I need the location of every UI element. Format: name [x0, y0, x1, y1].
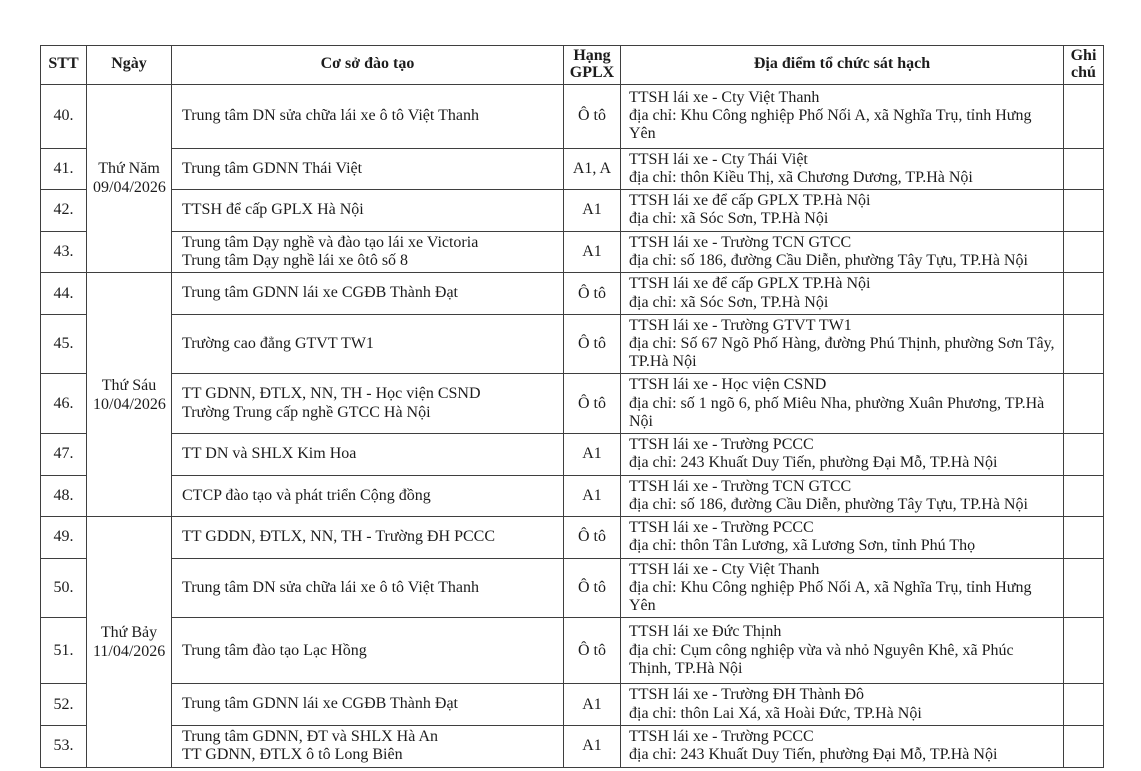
- location-name: TTSH lái xe - Trường GTVT TW1: [629, 316, 852, 334]
- cell-exam-location: [621, 231, 1064, 273]
- cell-license-class: A1: [564, 190, 621, 231]
- cell-date: [87, 84, 172, 273]
- cell-exam-location: [621, 273, 1064, 314]
- cell-license-class: A1: [564, 434, 621, 475]
- table-row: [41, 374, 1104, 434]
- location-address: địa chỉ: thôn Tân Lương, xã Lương Sơn, tỉnh Phú Thọ: [629, 537, 976, 555]
- cell-facility: [172, 231, 564, 273]
- facility-line: Trung tâm DN sửa chữa lái xe ô tô Việt Thanh: [182, 578, 479, 596]
- cell-exam-location: [621, 148, 1064, 189]
- facility-line: Trung tâm Dạy nghề và đào tạo lái xe Victoria: [182, 233, 479, 251]
- location-address: địa chỉ: số 186, đường Cầu Diễn, phường Tây Tựu, TP.Hà Nội: [629, 251, 1028, 269]
- cell-note: [1064, 684, 1104, 725]
- cell-note: [1064, 434, 1104, 475]
- cell-license-class: A1: [564, 231, 621, 273]
- location-name: TTSH lái xe - Trường PCCC: [629, 519, 814, 537]
- cell-row-number: 44.: [41, 273, 87, 314]
- table-row: [41, 148, 1104, 189]
- facility-line: CTCP đào tạo và phát triển Cộng đồng: [182, 486, 431, 504]
- cell-facility: [172, 684, 564, 725]
- cell-license-class: A1: [564, 475, 621, 516]
- cell-license-class: Ô tô: [564, 517, 621, 558]
- cell-exam-location: [621, 558, 1064, 618]
- facility-line: Trung tâm GDNN lái xe CGĐB Thành Đạt: [182, 284, 458, 302]
- facility-line: Trung tâm Dạy nghề lái xe ôtô số 8: [182, 251, 409, 269]
- table-row: [41, 231, 1104, 273]
- day-date: 11/04/2026: [93, 642, 166, 660]
- location-name: TTSH lái xe - Cty Việt Thanh: [629, 88, 820, 106]
- table-row: [41, 434, 1104, 475]
- cell-license-class: A1: [564, 725, 621, 767]
- cell-facility: [172, 558, 564, 618]
- cell-note: [1064, 314, 1104, 374]
- table-row: [41, 190, 1104, 231]
- header-exam-location: Địa điểm tổ chức sát hạch: [621, 46, 1064, 85]
- cell-exam-location: [621, 517, 1064, 558]
- location-address: địa chỉ: 243 Khuất Duy Tiến, phường Đại Mỗ, TP.Hà Nội: [629, 746, 998, 764]
- cell-facility: [172, 517, 564, 558]
- facility-line: TT GDDN, ĐTLX, NN, TH - Trường ĐH PCCC: [182, 528, 496, 546]
- facility-line: Trường cao đẳng GTVT TW1: [182, 334, 374, 352]
- cell-note: [1064, 190, 1104, 231]
- cell-exam-location: [621, 84, 1064, 148]
- cell-license-class: Ô tô: [564, 273, 621, 314]
- cell-note: [1064, 84, 1104, 148]
- table-row: [41, 475, 1104, 516]
- cell-facility: [172, 314, 564, 374]
- cell-license-class: Ô tô: [564, 84, 621, 148]
- table-row: [41, 84, 1104, 148]
- cell-facility: [172, 273, 564, 314]
- table-row: [41, 618, 1104, 684]
- header-facility: Cơ sở đào tạo: [172, 46, 564, 85]
- location-name: TTSH lái xe Đức Thịnh: [629, 623, 782, 641]
- cell-exam-location: [621, 475, 1064, 516]
- table-row: [41, 558, 1104, 618]
- cell-row-number: 49.: [41, 517, 87, 558]
- cell-facility: [172, 434, 564, 475]
- cell-facility: [172, 374, 564, 434]
- location-name: TTSH lái xe để cấp GPLX TP.Hà Nội: [629, 192, 871, 210]
- location-address: địa chỉ: xã Sóc Sơn, TP.Hà Nội: [629, 210, 829, 228]
- facility-line: Trung tâm GDNN lái xe CGĐB Thành Đạt: [182, 695, 458, 713]
- location-address: địa chỉ: xã Sóc Sơn, TP.Hà Nội: [629, 293, 829, 311]
- facility-line: TT GDNN, ĐTLX, NN, TH - Học viện CSND: [182, 385, 481, 403]
- location-address: địa chỉ: Cụm công nghiệp vừa và nhỏ Nguyên Khê, xã Phúc Thịnh, TP.Hà Nội: [629, 641, 1014, 677]
- cell-facility: [172, 618, 564, 684]
- location-address: địa chỉ: 243 Khuất Duy Tiến, phường Đại Mỗ, TP.Hà Nội: [629, 454, 998, 472]
- cell-date: [87, 273, 172, 517]
- cell-license-class: A1, A: [564, 148, 621, 189]
- cell-note: [1064, 374, 1104, 434]
- table-row: [41, 684, 1104, 725]
- cell-note: [1064, 618, 1104, 684]
- cell-note: [1064, 517, 1104, 558]
- cell-row-number: 47.: [41, 434, 87, 475]
- header-notes: Ghi chú: [1064, 46, 1104, 85]
- cell-license-class: Ô tô: [564, 374, 621, 434]
- cell-row-number: 43.: [41, 231, 87, 273]
- cell-row-number: 40.: [41, 84, 87, 148]
- cell-exam-location: [621, 374, 1064, 434]
- cell-row-number: 41.: [41, 148, 87, 189]
- cell-license-class: Ô tô: [564, 558, 621, 618]
- cell-row-number: 46.: [41, 374, 87, 434]
- facility-line: Trường Trung cấp nghề GTCC Hà Nội: [182, 403, 431, 421]
- table-row: [41, 273, 1104, 314]
- cell-row-number: 53.: [41, 725, 87, 767]
- day-name: Thứ Sáu: [101, 376, 157, 394]
- location-name: TTSH lái xe để cấp GPLX TP.Hà Nội: [629, 275, 871, 293]
- day-date: 09/04/2026: [93, 179, 166, 197]
- cell-row-number: 42.: [41, 190, 87, 231]
- facility-line: TT GDNN, ĐTLX ô tô Long Biên: [182, 746, 403, 764]
- header-license-class: Hạng GPLX: [564, 46, 621, 85]
- cell-date: [87, 517, 172, 767]
- facility-line: TT DN và SHLX Kim Hoa: [182, 445, 357, 463]
- table-row: [41, 314, 1104, 374]
- facility-line: Trung tâm GDNN, ĐT và SHLX Hà An: [182, 727, 438, 745]
- facility-line: TTSH để cấp GPLX Hà Nội: [182, 201, 364, 219]
- cell-note: [1064, 475, 1104, 516]
- cell-note: [1064, 725, 1104, 767]
- table-row: [41, 725, 1104, 767]
- cell-exam-location: [621, 725, 1064, 767]
- location-address: địa chỉ: Khu Công nghiệp Phố Nối A, xã Nghĩa Trụ, tỉnh Hưng Yên: [629, 106, 1032, 143]
- cell-facility: [172, 84, 564, 148]
- cell-license-class: A1: [564, 684, 621, 725]
- cell-row-number: 48.: [41, 475, 87, 516]
- header-stt: STT: [41, 46, 87, 85]
- cell-note: [1064, 273, 1104, 314]
- location-address: địa chỉ: thôn Kiều Thị, xã Chương Dương, TP.Hà Nội: [629, 168, 973, 186]
- cell-exam-location: [621, 190, 1064, 231]
- test-schedule-table: [40, 45, 1104, 768]
- location-address: địa chỉ: số 186, đường Cầu Diễn, phường Tây Tựu, TP.Hà Nội: [629, 495, 1028, 513]
- location-address: địa chỉ: số 1 ngõ 6, phố Miêu Nha, phường Xuân Phương, TP.Hà Nội: [629, 394, 1045, 430]
- cell-license-class: Ô tô: [564, 314, 621, 374]
- cell-note: [1064, 148, 1104, 189]
- cell-row-number: 51.: [41, 618, 87, 684]
- cell-exam-location: [621, 434, 1064, 475]
- location-name: TTSH lái xe - Trường PCCC: [629, 727, 814, 745]
- cell-exam-location: [621, 684, 1064, 725]
- location-name: TTSH lái xe - Trường ĐH Thành Đô: [629, 686, 865, 704]
- location-name: TTSH lái xe - Học viện CSND: [629, 376, 827, 394]
- cell-row-number: 45.: [41, 314, 87, 374]
- location-name: TTSH lái xe - Trường TCN GTCC: [629, 477, 852, 495]
- facility-line: Trung tâm DN sửa chữa lái xe ô tô Việt Thanh: [182, 106, 479, 124]
- cell-facility: [172, 190, 564, 231]
- cell-facility: [172, 148, 564, 189]
- day-name: Thứ Năm: [98, 160, 160, 178]
- cell-exam-location: [621, 618, 1064, 684]
- cell-row-number: 50.: [41, 558, 87, 618]
- cell-facility: [172, 725, 564, 767]
- cell-note: [1064, 231, 1104, 273]
- facility-line: Trung tâm đào tạo Lạc Hồng: [182, 641, 367, 659]
- cell-license-class: Ô tô: [564, 618, 621, 684]
- location-address: địa chỉ: thôn Lai Xá, xã Hoài Đức, TP.Hà Nội: [629, 704, 922, 722]
- location-address: địa chỉ: Khu Công nghiệp Phố Nối A, xã Nghĩa Trụ, tỉnh Hưng Yên: [629, 578, 1032, 615]
- header-date: Ngày: [87, 46, 172, 85]
- location-name: TTSH lái xe - Cty Việt Thanh: [629, 560, 820, 578]
- cell-row-number: 52.: [41, 684, 87, 725]
- cell-facility: [172, 475, 564, 516]
- header-row: [41, 46, 1104, 85]
- day-date: 10/04/2026: [93, 395, 166, 413]
- location-name: TTSH lái xe - Cty Thái Việt: [629, 150, 808, 168]
- cell-exam-location: [621, 314, 1064, 374]
- location-name: TTSH lái xe - Trường PCCC: [629, 436, 814, 454]
- location-name: TTSH lái xe - Trường TCN GTCC: [629, 233, 852, 251]
- location-address: địa chỉ: Số 67 Ngõ Phố Hàng, đường Phú Thịnh, phường Sơn Tây, TP.Hà Nội: [629, 335, 1055, 371]
- table-row: [41, 517, 1104, 558]
- day-name: Thứ Bảy: [100, 623, 158, 641]
- facility-line: Trung tâm GDNN Thái Việt: [182, 159, 363, 177]
- cell-note: [1064, 558, 1104, 618]
